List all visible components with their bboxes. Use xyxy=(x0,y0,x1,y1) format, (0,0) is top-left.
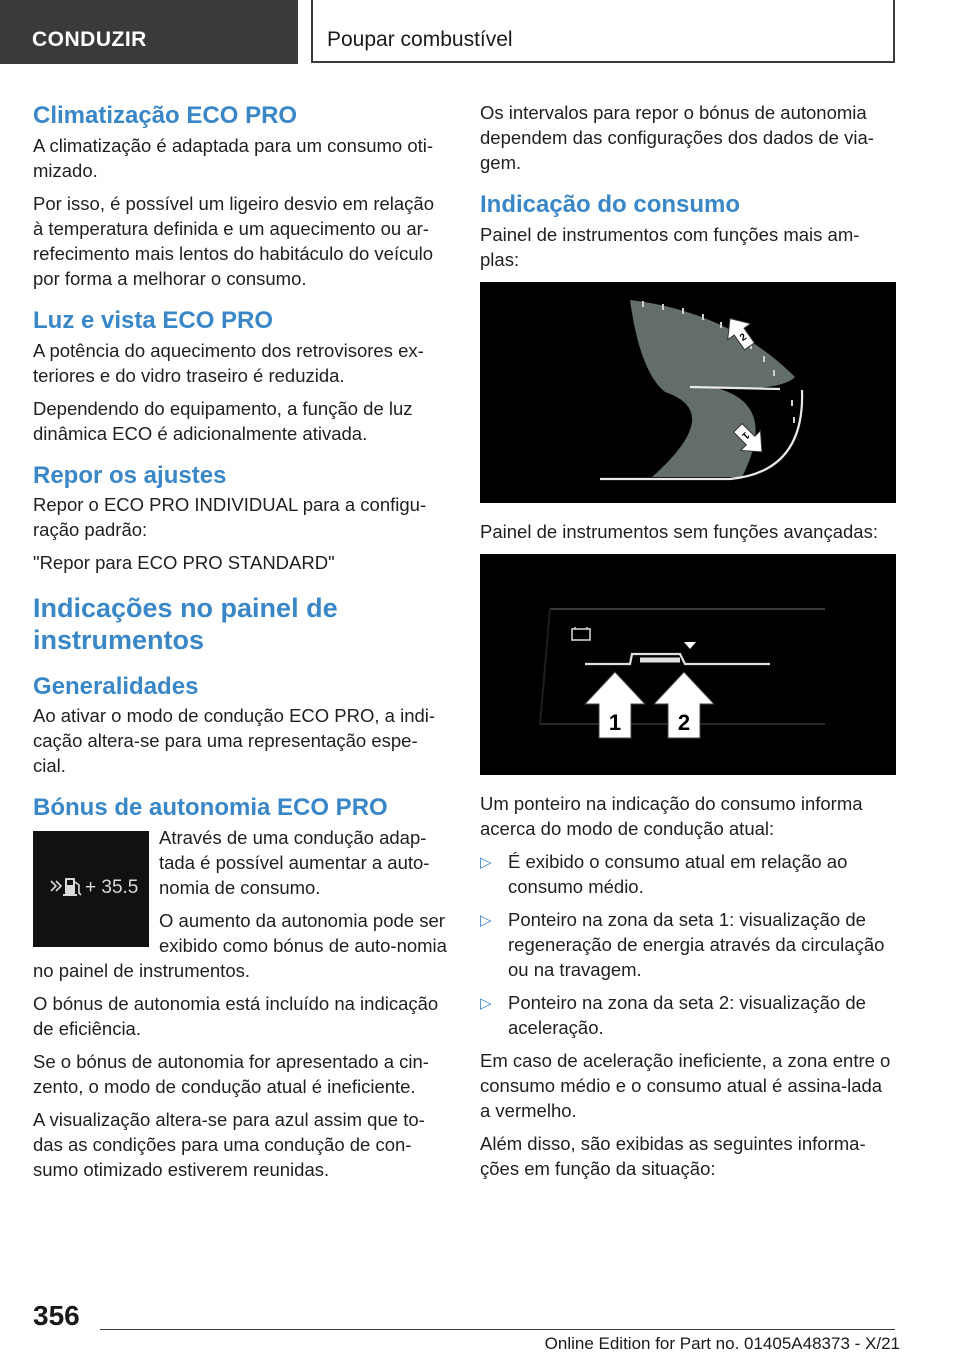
climate-heading: Climatização ECO PRO xyxy=(33,102,298,129)
light-heading: Luz e vista ECO PRO xyxy=(33,306,274,334)
reset-paragraph-2: "Repor para ECO PRO STANDARD" xyxy=(33,552,335,574)
bonus-heading: Bónus de autonomia ECO PRO xyxy=(33,794,388,822)
bonus-paragraph-4: Se o bónus de autonomia for apresentado a cin‐zento, o modo de condução atual é ineficiente. xyxy=(33,1051,429,1098)
section-tab xyxy=(0,0,298,64)
reset-heading: Repor os ajustes xyxy=(33,461,227,489)
basic-cluster-image xyxy=(480,554,896,775)
consumption-heading: Indicação do consumo xyxy=(480,191,741,218)
pointer-paragraph: Um ponteiro na indicação do consumo informa acerca do modo de condução atual: xyxy=(480,792,863,839)
bonus-display-image xyxy=(33,831,149,947)
extended-cluster-image xyxy=(480,282,896,503)
light-paragraph-2: Dependendo do equipamento, a função de luz dinâmica ECO é adicionalmente ativada. xyxy=(33,397,413,444)
inefficient-paragraph: Em caso de aceleração ineficiente, a zona entre o consumo médio e o consumo atual é assina‐lada a vermelho. xyxy=(480,1049,891,1121)
subsection-title: Poupar combustível xyxy=(327,28,513,51)
basic-cluster-paragraph: Painel de instrumentos sem funções avançadas: xyxy=(480,520,878,542)
light-paragraph-1: A potência do aquecimento dos retrovisores ex‐teriores e do vidro traseiro é reduzida. xyxy=(33,339,424,386)
reset-paragraph-1: Repor o ECO PRO INDIVIDUAL para a configu‐ração padrão: xyxy=(33,494,427,541)
bonus-value: + 35.5 xyxy=(85,877,139,899)
fuel-pump-icon xyxy=(49,873,89,903)
intervals-paragraph: Os intervalos para repor o bónus de autonomia dependem das configurações dos dados de via‐gem. xyxy=(480,102,874,173)
section-title: CONDUZIR xyxy=(32,28,147,51)
triangle-bullet-icon: ▷ xyxy=(480,994,492,1012)
right-column xyxy=(480,100,896,1189)
extended-cluster-paragraph: Painel de instrumentos com funções mais am‐plas: xyxy=(480,223,860,270)
bonus-paragraph-2: O aumento da autonomia pode ser exibido como bónus de auto‐nomia no painel de instrumentos. xyxy=(33,910,447,982)
bonus-paragraph-3: O bónus de autonomia está incluído na indicação de eficiência. xyxy=(33,993,439,1040)
bullet-text: Ponteiro na zona da seta 1: visualização de regeneração de energia através da circulação ou na travagem. xyxy=(508,908,885,980)
display-heading: Indicações no painel de instrumentos xyxy=(33,593,338,655)
bonus-paragraph-1: Através de uma condução adap‐tada é possível aumentar a auto‐nomia de consumo. xyxy=(159,827,430,899)
climate-paragraph-1: A climatização é adaptada para um consumo oti‐mizado. xyxy=(33,134,434,181)
bullet-item xyxy=(480,849,896,899)
furthermore-paragraph: Além disso, são exibidas as seguintes informa‐ções em função da situação: xyxy=(480,1132,866,1179)
triangle-bullet-icon: ▷ xyxy=(480,911,492,929)
arrow-2-label: 2 xyxy=(677,709,691,735)
climate-paragraph-2: Por isso, é possível um ligeiro desvio em relação à temperatura definida e um aquecimento ou ar‐refecimento mais lentos do habitáculo do veículo por forma a melhorar o consumo. xyxy=(33,192,435,289)
subsection-tab xyxy=(311,0,895,63)
footer-divider xyxy=(100,1329,895,1330)
triangle-bullet-icon: ▷ xyxy=(480,853,492,871)
bullet-text: Ponteiro na zona da seta 2: visualização de aceleração. xyxy=(508,991,866,1038)
bullet-item xyxy=(480,907,896,982)
bonus-section xyxy=(33,825,449,1182)
arrow-1-label: 1 xyxy=(608,709,622,735)
general-heading: Generalidades xyxy=(33,672,199,700)
bonus-paragraph-5: A visualização altera-se para azul assim que to‐das as condições para uma condução de con‐sumo otimizado estiverem reunidas. xyxy=(33,1109,425,1181)
bullet-text: É exibido o consumo atual em relação ao consumo médio. xyxy=(508,850,848,897)
extended-gauge-graphic xyxy=(480,282,895,503)
arrow-2-label: 2 xyxy=(738,331,749,344)
page-number: 356 xyxy=(33,1300,80,1331)
left-column xyxy=(33,100,449,1190)
basic-gauge-graphic xyxy=(480,554,895,775)
footer-edition: Online Edition for Part no. 01405A48373 - X/21 xyxy=(544,1334,900,1353)
bullet-item xyxy=(480,990,896,1040)
general-paragraph: Ao ativar o modo de condução ECO PRO, a indi‐cação altera-se para uma representação espe‐cial. xyxy=(33,705,436,777)
arrow-1-label: 1 xyxy=(739,429,752,441)
